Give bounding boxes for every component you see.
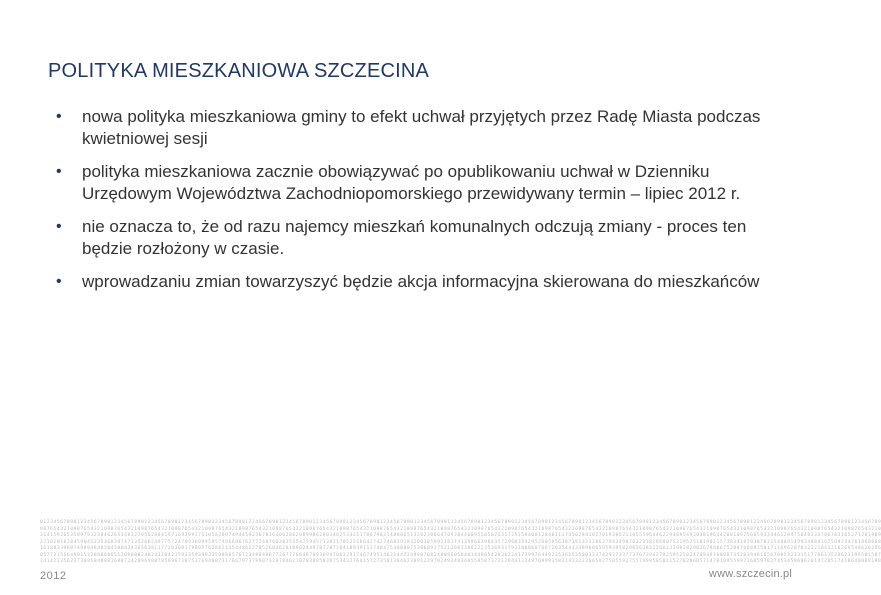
decorative-digit-band (40, 520, 881, 566)
slide-title: POLITYKA MIESZKANIOWA SZCZECINA (48, 60, 430, 82)
bullet-dot-icon: • (56, 218, 62, 235)
bullet-dot-icon: • (56, 163, 62, 180)
bullet-text: nie oznacza to, że od razu najemcy mieszkań komunalnych odczują zmiany - proces ten będzie rozłożony w czasie. (82, 217, 747, 258)
digit-line: 1414213562373095048801688724209698078569671875376948073176679737990732478462107038850387534327641572735013846230912297024924836055850737212644121497099935831413222665927505592755799950501152782060571470109559971605970274534596862014728517418640889198 (40, 559, 881, 564)
bullet-list (56, 106, 776, 304)
digit-line: 1618033988749894848204586834365638117720309179805762862135448622705260462818902449707207204189391137484754088075386891752126633862223536931793180060766726354433389086595939582905638322661319928290267880675208766892501711696207032221043216269548626296 (40, 546, 881, 551)
footer-year: 2012 (40, 570, 67, 582)
bullet-item (56, 106, 776, 150)
bullet-item (56, 161, 776, 205)
bullet-dot-icon: • (56, 108, 62, 125)
footer-url: www.szczecin.pl (708, 568, 792, 580)
digit-line: 0123456789012345678901234567890123456789012345678901234567890123456789012345678901234567890123456789012345678901234567890123456789012345678901234567890123456789012345678901234567890123456789012345678901234567890123456789012345678901234567890123456789 (40, 520, 881, 525)
bullet-text: polityka mieszkaniowa zacznie obowiązywać po opublikowaniu uchwał w Dzienniku Urzędowym Województwa Zachodniopomorskiego przewidywany termin – lipiec 2012 r. (82, 162, 741, 203)
digit-line: 0577215664901532860606512090082402431042159335939923598805767234884867726777664670936947063291746749514631447249807082480960504014486542836224173997644923536253500333742937337737673942792595258247094916008735203948165670853233151776611528621199501507 (40, 552, 881, 558)
bullet-item (56, 271, 776, 293)
bullet-text: nowa polityka mieszkaniowa gminy to efekt uchwał przyjętych przez Radę Miasta podczas kwietniowej sesji (82, 107, 761, 148)
bullet-item (56, 216, 776, 260)
bullet-dot-icon: • (56, 273, 62, 290)
digit-line: 2718281828459045235360287471352662497757247093699959574966967627724076630353547594571382178525166427427466391932003059921817413596629043572900334295260595630738132328627943490763233829880753195251019011573834187930702154089149934884167509244761460668 (40, 539, 881, 545)
digit-line: 9876543210987654321098765432109876543210987654321098765432109876543210987654321098765432109876543210987654321098765432109876543210987654321098765432109876543210987654321098765432109876543210987654321098765432109876543210987654321098765432109876543210 (40, 526, 881, 532)
bullet-text: wprowadzaniu zmian towarzyszyć będzie akcja informacyjna skierowana do mieszkańców (82, 272, 760, 291)
digit-line: 3141592653589793238462643383279502884197169399375105820974944592307816406286208998628034825342117067982148086513282306647093844609550582231725359408128481117450284102701938521105559644622948954930381964428810975665933446128475648233786783165271201909 (40, 533, 881, 538)
